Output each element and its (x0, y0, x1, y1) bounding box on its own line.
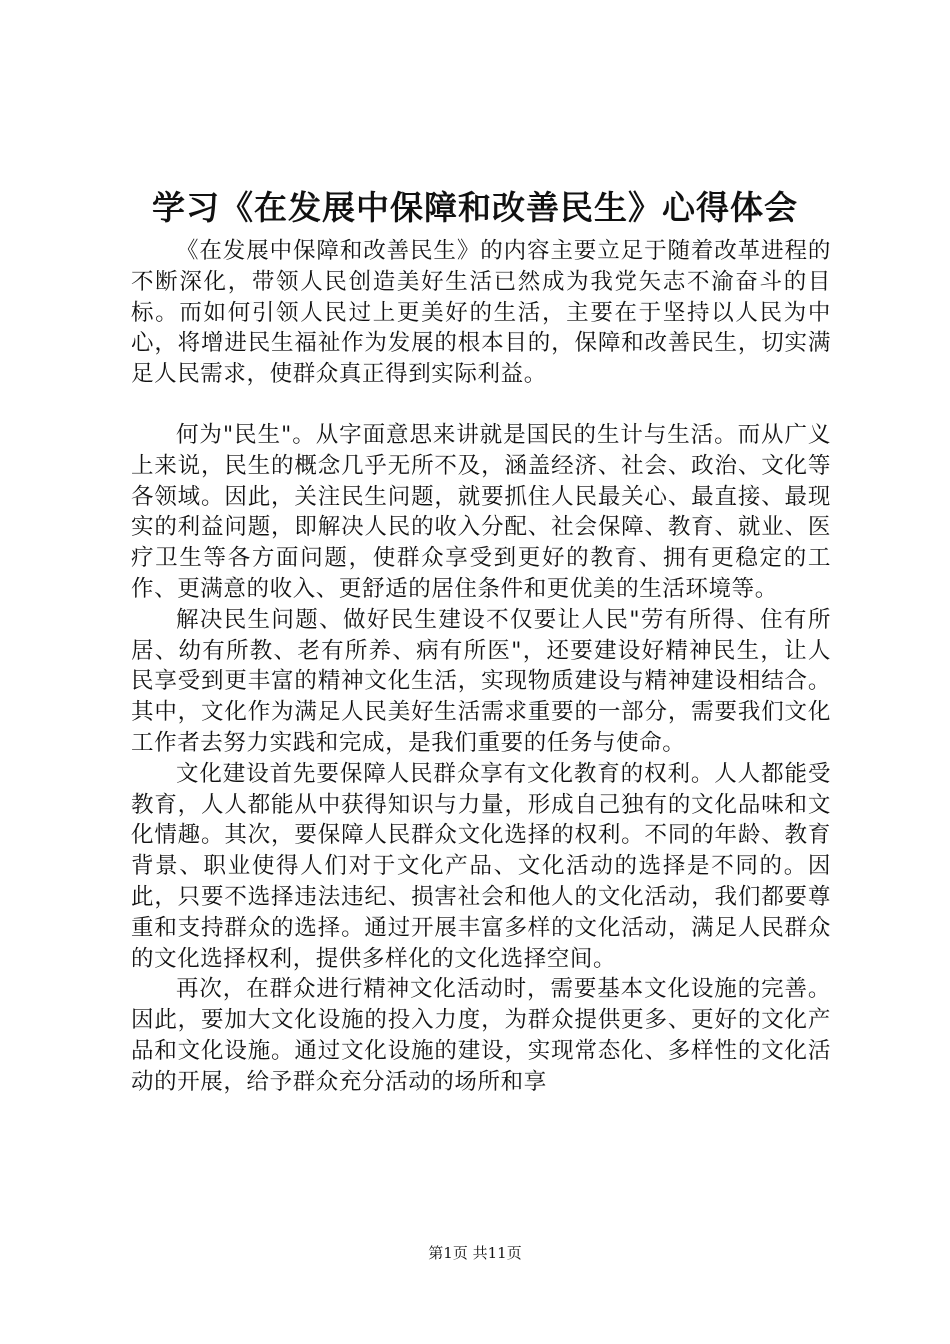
page-number-footer: 第1页 共11页 (428, 1244, 522, 1262)
document-title: 学习《在发展中保障和改善民生》心得体会 (152, 188, 798, 227)
paragraph-1: 《在发展中保障和改善民生》的内容主要立足于随着改革进程的不断深化，带领人民创造美好生活已然成为我党矢志不渝奋斗的目标。而如何引领人民过上更美好的生活，主要在于坚持以人民为中心，将增进民生福祉作为发展的根本目的，保障和改善民生，切实满足人民需求，使群众真正得到实际利益。 (131, 238, 831, 388)
paragraph-2: 何为"民生"。从字面意思来讲就是国民的生计与生活。而从广义上来说，民生的概念几乎无所不及，涵盖经济、社会、政治、文化等各领域。因此，关注民生问题，就要抓住人民最关心、最直接、最现实的利益问题，即解决人民的收入分配、社会保障、教育、就业、医疗卫生等各方面问题，使群众享受到更好的教育、拥有更稳定的工作、更满意的收入、更舒适的居住条件和更优美的生活环境等。 (131, 421, 831, 602)
paragraph-3: 解决民生问题、做好民生建设不仅要让人民"劳有所得、住有所居、幼有所教、老有所养、病有所医"，还要建设好精神民生，让人民享受到更丰富的精神文化生活，实现物质建设与精神建设相结合。其中，文化作为满足人民美好生活需求重要的一部分，需要我们文化工作者去努力实践和完成，是我们重要的任务与使命。 (131, 606, 831, 756)
document-body (131, 236, 831, 1098)
paragraph-4: 文化建设首先要保障人民群众享有文化教育的权利。人人都能受教育，人人都能从中获得知识与力量，形成自己独有的文化品味和文化情趣。其次，要保障人民群众文化选择的权利。不同的年龄、教育背景、职业使得人们对于文化产品、文化活动的选择是不同的。因此，只要不选择违法违纪、损害社会和他人的文化活动，我们都要尊重和支持群众的选择。通过开展丰富多样的文化活动，满足人民群众的文化选择权利，提供多样化的文化选择空间。 (131, 760, 831, 972)
paragraph-5: 再次，在群众进行精神文化活动时，需要基本文化设施的完善。因此，要加大文化设施的投入力度，为群众提供更多、更好的文化产品和文化设施。通过文化设施的建设，实现常态化、多样性的文化活动的开展，给予群众充分活动的场所和享 (131, 976, 831, 1095)
